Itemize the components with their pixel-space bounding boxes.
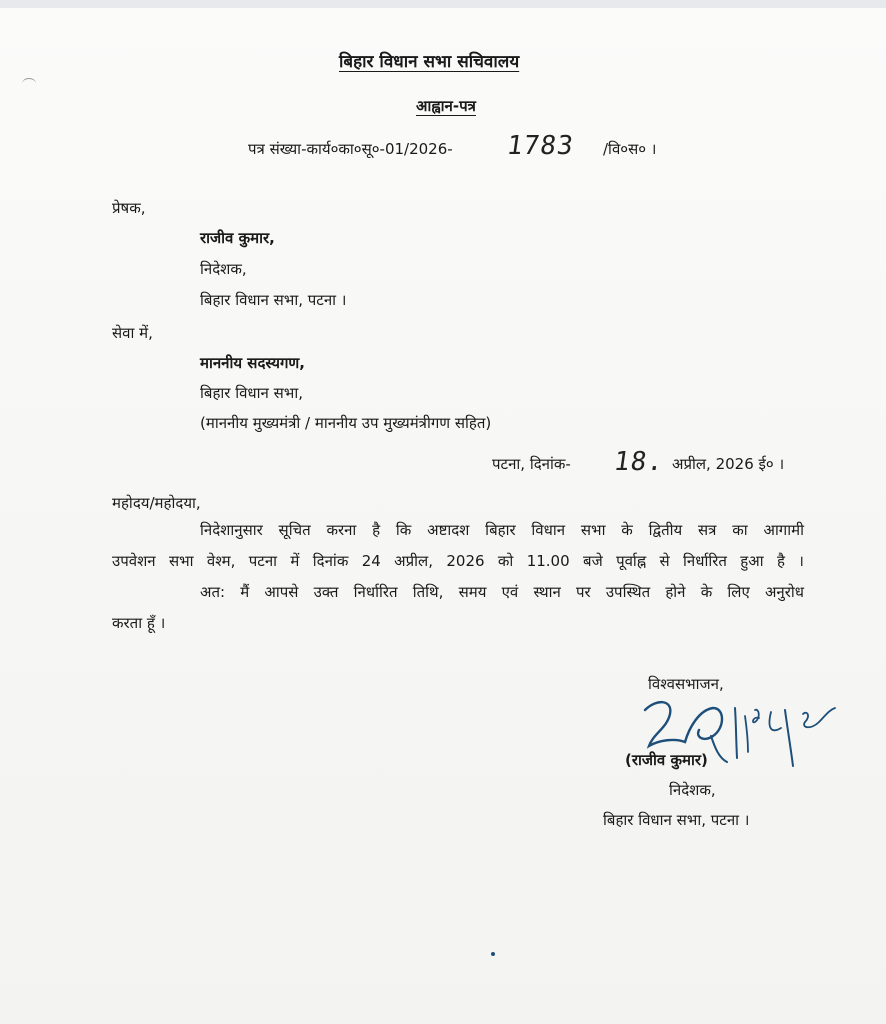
date-suffix: अप्रील, 2026 ई० ।: [672, 455, 785, 473]
date-day-handwritten: 18.: [611, 447, 667, 477]
ref-suffix: /वि०स० ।: [603, 140, 657, 158]
paper-mark: [22, 78, 36, 89]
salutation: महोदय/महोदया,: [112, 494, 201, 512]
sender-name: राजीव कुमार,: [200, 229, 275, 247]
recipient-note: (माननीय मुख्यमंत्री / माननीय उप मुख्यमंत्रीगण सहित): [200, 414, 492, 432]
top-bar: [0, 0, 886, 8]
recipient-name: माननीय सदस्यगण,: [200, 354, 305, 372]
body-line-2: उपवेशन सभा वेश्म, पटना में दिनांक 24 अप्रील, 2026 को 11.00 बजे पूर्वाह्न से निर्धारित हुआ है ।: [112, 552, 804, 570]
office-title: बिहार विधान सभा सचिवालय: [339, 52, 520, 72]
valediction: विश्वसभाजन,: [648, 675, 724, 693]
letter-page: [0, 8, 886, 1024]
sender-office: बिहार विधान सभा, पटना ।: [200, 291, 347, 309]
sender-label: प्रेषक,: [112, 199, 146, 217]
body-line-3: अत: मैं आपसे उक्त निर्धारित तिथि, समय एवं स्थान पर उपस्थित होने के लिए अनुरोध: [200, 583, 804, 601]
sender-designation: निदेशक,: [200, 260, 247, 278]
body-line-1: निदेशानुसार सूचित करना है कि अष्टादश बिहार विधान सभा के द्वितीय सत्र का आगामी: [200, 521, 804, 539]
recipient-label: सेवा में,: [112, 324, 153, 342]
closing-office: बिहार विधान सभा, पटना ।: [603, 811, 750, 829]
recipient-body: बिहार विधान सभा,: [200, 384, 303, 402]
ref-prefix: पत्र संख्या-कार्य०का०सू०-01/2026-: [248, 140, 453, 158]
signer-name: (राजीव कुमार): [625, 751, 708, 769]
paper-speck: [491, 952, 495, 956]
body-line-4: करता हूँ ।: [112, 614, 166, 632]
closing-designation: निदेशक,: [669, 781, 716, 799]
date-prefix: पटना, दिनांक-: [492, 455, 571, 473]
doc-type-title: आह्वान-पत्र: [416, 97, 476, 115]
ref-number-handwritten: 1783: [504, 131, 576, 161]
